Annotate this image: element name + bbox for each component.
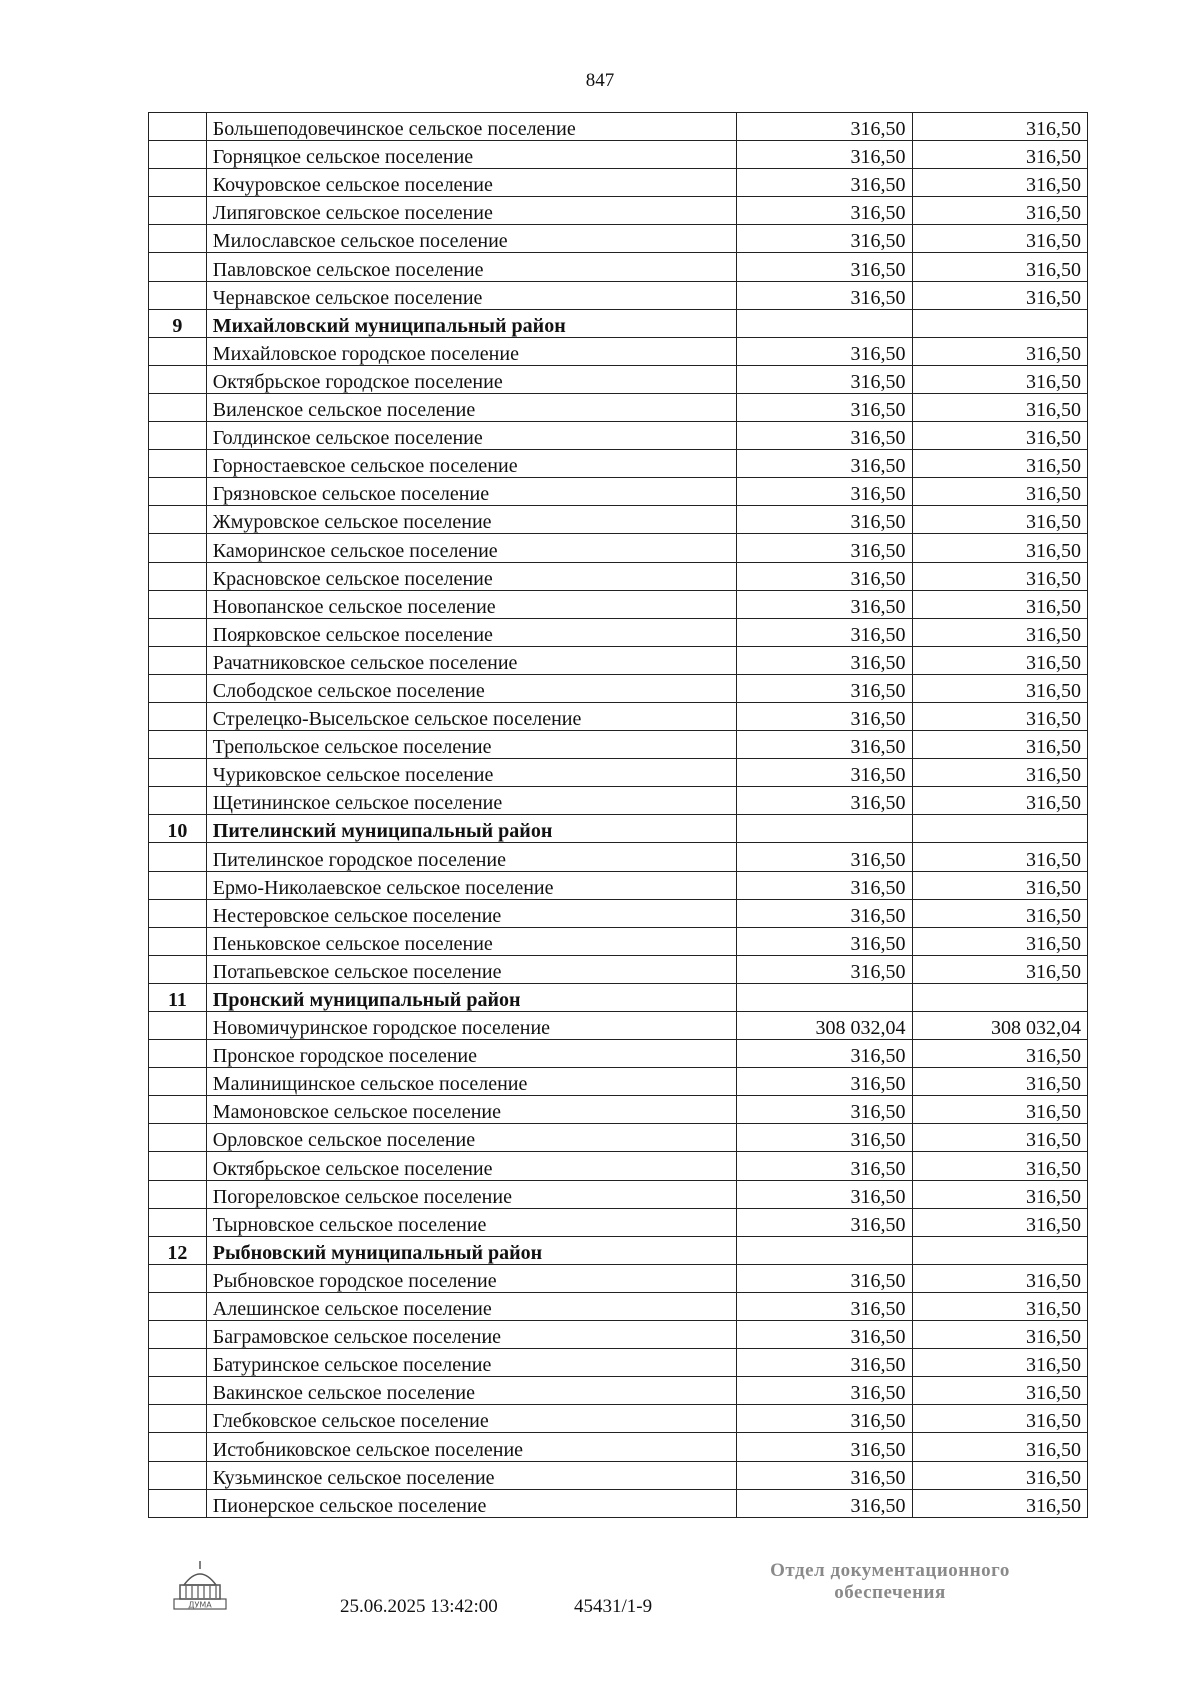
- settlement-name: Поярковское сельское поселение: [206, 618, 736, 646]
- row-number: [149, 113, 207, 141]
- row-number: [149, 843, 207, 871]
- amount-col-2: 316,50: [912, 253, 1087, 281]
- row-number: [149, 534, 207, 562]
- amount-col-2: 316,50: [912, 1180, 1087, 1208]
- row-number: [149, 169, 207, 197]
- amount-col-2: 316,50: [912, 534, 1087, 562]
- row-number: 9: [149, 309, 207, 337]
- row-number: [149, 1292, 207, 1320]
- amount-col-1: 316,50: [737, 702, 912, 730]
- amount-col-1: 316,50: [737, 113, 912, 141]
- district-row: [149, 983, 1088, 1011]
- amount-col-1: 316,50: [737, 365, 912, 393]
- settlement-name: Орловское сельское поселение: [206, 1124, 736, 1152]
- amount-col-2: 316,50: [912, 759, 1087, 787]
- amount-col-1: 316,50: [737, 1180, 912, 1208]
- settlement-name: Баграмовское сельское поселение: [206, 1321, 736, 1349]
- amount-col-2: [912, 1236, 1087, 1264]
- amount-col-2: 308 032,04: [912, 1012, 1087, 1040]
- amount-col-1: 316,50: [737, 674, 912, 702]
- amount-col-2: 316,50: [912, 674, 1087, 702]
- row-number: [149, 1405, 207, 1433]
- row-number: [149, 1208, 207, 1236]
- settlement-name: Пеньковское сельское поселение: [206, 927, 736, 955]
- row-number: 10: [149, 815, 207, 843]
- settlement-name: Тырновское сельское поселение: [206, 1208, 736, 1236]
- amount-col-2: [912, 309, 1087, 337]
- settlement-name: Стрелецко-Высельское сельское поселение: [206, 702, 736, 730]
- row-number: [149, 1124, 207, 1152]
- row-number: [149, 1377, 207, 1405]
- table-row: [149, 787, 1088, 815]
- amount-col-1: 316,50: [737, 393, 912, 421]
- settlement-name: Глебковское сельское поселение: [206, 1405, 736, 1433]
- settlement-name: Истобниковское сельское поселение: [206, 1433, 736, 1461]
- row-number: [149, 618, 207, 646]
- table-row: [149, 1377, 1088, 1405]
- table-row: [149, 281, 1088, 309]
- row-number: [149, 562, 207, 590]
- settlement-name: Нестеровское сельское поселение: [206, 899, 736, 927]
- page-number: 847: [585, 70, 615, 91]
- settlement-name: Алешинское сельское поселение: [206, 1292, 736, 1320]
- amount-col-1: 316,50: [737, 562, 912, 590]
- settlement-name: Октябрьское городское поселение: [206, 365, 736, 393]
- settlement-name: Липяговское сельское поселение: [206, 197, 736, 225]
- amount-col-2: [912, 815, 1087, 843]
- amount-col-2: 316,50: [912, 1405, 1087, 1433]
- row-number: [149, 365, 207, 393]
- district-row: [149, 1236, 1088, 1264]
- table-row: [149, 1321, 1088, 1349]
- settlement-name: Ермо-Николаевское сельское поселение: [206, 871, 736, 899]
- amount-col-2: 316,50: [912, 1124, 1087, 1152]
- row-number: [149, 646, 207, 674]
- settlement-name: Михайловский муниципальный район: [206, 309, 736, 337]
- table-row: [149, 702, 1088, 730]
- amount-col-1: 316,50: [737, 1096, 912, 1124]
- settlement-name: Грязновское сельское поселение: [206, 478, 736, 506]
- table-row: [149, 1040, 1088, 1068]
- row-number: 11: [149, 983, 207, 1011]
- settlement-name: Каморинское сельское поселение: [206, 534, 736, 562]
- row-number: [149, 702, 207, 730]
- amount-col-2: 316,50: [912, 731, 1087, 759]
- row-number: [149, 1489, 207, 1517]
- amount-col-2: 316,50: [912, 1489, 1087, 1517]
- amount-col-2: 316,50: [912, 422, 1087, 450]
- table-row: [149, 955, 1088, 983]
- table-row: [149, 506, 1088, 534]
- amount-col-1: 316,50: [737, 759, 912, 787]
- settlement-name: Павловское сельское поселение: [206, 253, 736, 281]
- amount-col-2: 316,50: [912, 871, 1087, 899]
- amount-col-1: 316,50: [737, 337, 912, 365]
- amount-col-2: 316,50: [912, 1264, 1087, 1292]
- amount-col-2: 316,50: [912, 1461, 1087, 1489]
- table-row: [149, 590, 1088, 618]
- stamp-line-2: обеспечения: [834, 1582, 946, 1603]
- table-row: [149, 927, 1088, 955]
- amount-col-1: 316,50: [737, 1377, 912, 1405]
- amount-col-1: [737, 983, 912, 1011]
- table-row: [149, 1208, 1088, 1236]
- settlement-name: Батуринское сельское поселение: [206, 1349, 736, 1377]
- amount-col-2: 316,50: [912, 646, 1087, 674]
- settlement-name: Красновское сельское поселение: [206, 562, 736, 590]
- amount-col-2: 316,50: [912, 787, 1087, 815]
- settlement-name: Пионерское сельское поселение: [206, 1489, 736, 1517]
- amount-col-1: 316,50: [737, 253, 912, 281]
- row-number: [149, 674, 207, 702]
- row-number: [149, 337, 207, 365]
- row-number: [149, 422, 207, 450]
- settlement-name: Пронское городское поселение: [206, 1040, 736, 1068]
- row-number: [149, 899, 207, 927]
- settlement-name: Чернавское сельское поселение: [206, 281, 736, 309]
- amount-col-2: 316,50: [912, 113, 1087, 141]
- amount-col-1: 316,50: [737, 871, 912, 899]
- settlement-name: Вакинское сельское поселение: [206, 1377, 736, 1405]
- table-row: [149, 674, 1088, 702]
- amount-col-1: 316,50: [737, 899, 912, 927]
- settlement-name: Рыбновское городское поселение: [206, 1264, 736, 1292]
- amount-col-1: 316,50: [737, 927, 912, 955]
- row-number: [149, 787, 207, 815]
- amount-col-2: 316,50: [912, 1292, 1087, 1320]
- amount-col-1: 316,50: [737, 506, 912, 534]
- row-number: 12: [149, 1236, 207, 1264]
- row-number: [149, 281, 207, 309]
- amount-col-2: 316,50: [912, 450, 1087, 478]
- table-row: [149, 450, 1088, 478]
- amount-col-1: 316,50: [737, 1461, 912, 1489]
- amount-col-1: 316,50: [737, 618, 912, 646]
- table-row: [149, 1292, 1088, 1320]
- amount-col-2: 316,50: [912, 562, 1087, 590]
- table-row: [149, 1068, 1088, 1096]
- district-row: [149, 815, 1088, 843]
- table-row: [149, 1012, 1088, 1040]
- amount-col-1: 316,50: [737, 422, 912, 450]
- settlement-name: Голдинское сельское поселение: [206, 422, 736, 450]
- settlement-name: Слободское сельское поселение: [206, 674, 736, 702]
- row-number: [149, 225, 207, 253]
- settlement-name: Пителинское городское поселение: [206, 843, 736, 871]
- settlement-name: Рыбновский муниципальный район: [206, 1236, 736, 1264]
- row-number: [149, 590, 207, 618]
- amount-col-1: 316,50: [737, 534, 912, 562]
- table-row: [149, 1405, 1088, 1433]
- amount-col-1: 316,50: [737, 1321, 912, 1349]
- settlement-name: Погореловское сельское поселение: [206, 1180, 736, 1208]
- table-row: [149, 1264, 1088, 1292]
- row-number: [149, 759, 207, 787]
- amount-col-2: 316,50: [912, 197, 1087, 225]
- amount-col-1: 316,50: [737, 1489, 912, 1517]
- amount-col-2: 316,50: [912, 225, 1087, 253]
- settlement-name: Малинищинское сельское поселение: [206, 1068, 736, 1096]
- row-number: [149, 197, 207, 225]
- amount-col-2: 316,50: [912, 141, 1087, 169]
- amount-col-1: [737, 309, 912, 337]
- table-row: [149, 1124, 1088, 1152]
- table-row: [149, 478, 1088, 506]
- row-number: [149, 927, 207, 955]
- amount-col-1: 316,50: [737, 955, 912, 983]
- row-number: [149, 450, 207, 478]
- amount-col-2: [912, 983, 1087, 1011]
- logo-text: ДУМА: [188, 1600, 212, 1610]
- amount-col-2: 316,50: [912, 281, 1087, 309]
- settlement-name: Жмуровское сельское поселение: [206, 506, 736, 534]
- settlement-name: Мамоновское сельское поселение: [206, 1096, 736, 1124]
- table-row: [149, 1096, 1088, 1124]
- table-row: [149, 1152, 1088, 1180]
- settlement-name: Потапьевское сельское поселение: [206, 955, 736, 983]
- budget-table: [148, 112, 1088, 1518]
- department-stamp: [740, 1560, 1040, 1604]
- settlement-name: Новомичуринское городское поселение: [206, 1012, 736, 1040]
- amount-col-1: 316,50: [737, 731, 912, 759]
- row-number: [149, 1068, 207, 1096]
- settlement-name: Трепольское сельское поселение: [206, 731, 736, 759]
- settlement-name: Большеподовечинское сельское поселение: [206, 113, 736, 141]
- amount-col-1: 316,50: [737, 590, 912, 618]
- amount-col-1: 316,50: [737, 1264, 912, 1292]
- amount-col-2: 316,50: [912, 590, 1087, 618]
- amount-col-1: 316,50: [737, 1208, 912, 1236]
- table-row: [149, 1489, 1088, 1517]
- table-row: [149, 113, 1088, 141]
- row-number: [149, 506, 207, 534]
- row-number: [149, 1264, 207, 1292]
- amount-col-1: 316,50: [737, 478, 912, 506]
- settlement-name: Милославское сельское поселение: [206, 225, 736, 253]
- amount-col-2: 316,50: [912, 1208, 1087, 1236]
- table-row: [149, 871, 1088, 899]
- amount-col-2: 316,50: [912, 365, 1087, 393]
- table-row: [149, 1349, 1088, 1377]
- amount-col-1: 308 032,04: [737, 1012, 912, 1040]
- amount-col-2: 316,50: [912, 1377, 1087, 1405]
- row-number: [149, 393, 207, 421]
- amount-col-2: 316,50: [912, 1040, 1087, 1068]
- table-row: [149, 534, 1088, 562]
- table-row: [149, 141, 1088, 169]
- amount-col-1: 316,50: [737, 787, 912, 815]
- amount-col-2: 316,50: [912, 1152, 1087, 1180]
- row-number: [149, 1321, 207, 1349]
- amount-col-2: 316,50: [912, 1068, 1087, 1096]
- district-row: [149, 309, 1088, 337]
- amount-col-1: 316,50: [737, 1433, 912, 1461]
- row-number: [149, 1012, 207, 1040]
- row-number: [149, 731, 207, 759]
- table-row: [149, 253, 1088, 281]
- settlement-name: Михайловское городское поселение: [206, 337, 736, 365]
- settlement-name: Кузьминское сельское поселение: [206, 1461, 736, 1489]
- amount-col-1: 316,50: [737, 169, 912, 197]
- amount-col-2: 316,50: [912, 618, 1087, 646]
- amount-col-2: 316,50: [912, 843, 1087, 871]
- table-row: [149, 422, 1088, 450]
- amount-col-1: [737, 1236, 912, 1264]
- table-row: [149, 1433, 1088, 1461]
- row-number: [149, 1433, 207, 1461]
- amount-col-1: 316,50: [737, 1292, 912, 1320]
- amount-col-1: 316,50: [737, 1152, 912, 1180]
- amount-col-2: 316,50: [912, 899, 1087, 927]
- amount-col-2: 316,50: [912, 478, 1087, 506]
- table-row: [149, 1461, 1088, 1489]
- table-row: [149, 731, 1088, 759]
- row-number: [149, 955, 207, 983]
- table-row: [149, 759, 1088, 787]
- settlement-name: Чуриковское сельское поселение: [206, 759, 736, 787]
- amount-col-1: 316,50: [737, 843, 912, 871]
- stamp-line-1: Отдел документационного: [770, 1560, 1010, 1581]
- amount-col-1: 316,50: [737, 281, 912, 309]
- table-body: [149, 113, 1088, 1518]
- amount-col-1: 316,50: [737, 1349, 912, 1377]
- table-row: [149, 646, 1088, 674]
- table-row: [149, 899, 1088, 927]
- table-row: [149, 562, 1088, 590]
- row-number: [149, 1349, 207, 1377]
- table-row: [149, 393, 1088, 421]
- settlement-name: Пителинский муниципальный район: [206, 815, 736, 843]
- row-number: [149, 1180, 207, 1208]
- duma-building-icon: [170, 1555, 230, 1615]
- amount-col-1: 316,50: [737, 646, 912, 674]
- amount-col-1: 316,50: [737, 1124, 912, 1152]
- amount-col-2: 316,50: [912, 169, 1087, 197]
- footer-datetime: 25.06.2025 13:42:00: [340, 1596, 498, 1617]
- table-row: [149, 337, 1088, 365]
- amount-col-1: 316,50: [737, 197, 912, 225]
- amount-col-1: 316,50: [737, 450, 912, 478]
- amount-col-2: 316,50: [912, 506, 1087, 534]
- amount-col-1: 316,50: [737, 1405, 912, 1433]
- row-number: [149, 141, 207, 169]
- table-row: [149, 169, 1088, 197]
- amount-col-2: 316,50: [912, 337, 1087, 365]
- settlement-name: Кочуровское сельское поселение: [206, 169, 736, 197]
- amount-col-2: 316,50: [912, 1321, 1087, 1349]
- table-row: [149, 843, 1088, 871]
- row-number: [149, 253, 207, 281]
- amount-col-2: 316,50: [912, 955, 1087, 983]
- settlement-name: Рачатниковское сельское поселение: [206, 646, 736, 674]
- amount-col-1: 316,50: [737, 141, 912, 169]
- settlement-name: Новопанское сельское поселение: [206, 590, 736, 618]
- row-number: [149, 478, 207, 506]
- settlement-name: Пронский муниципальный район: [206, 983, 736, 1011]
- settlement-name: Октябрьское сельское поселение: [206, 1152, 736, 1180]
- row-number: [149, 1152, 207, 1180]
- table-row: [149, 365, 1088, 393]
- settlement-name: Виленское сельское поселение: [206, 393, 736, 421]
- amount-col-2: 316,50: [912, 1349, 1087, 1377]
- row-number: [149, 1461, 207, 1489]
- amount-col-1: [737, 815, 912, 843]
- amount-col-2: 316,50: [912, 1433, 1087, 1461]
- amount-col-2: 316,50: [912, 393, 1087, 421]
- settlement-name: Щетининское сельское поселение: [206, 787, 736, 815]
- footer-doc-number: 45431/1-9: [574, 1596, 653, 1617]
- amount-col-2: 316,50: [912, 1096, 1087, 1124]
- amount-col-2: 316,50: [912, 927, 1087, 955]
- table-row: [149, 197, 1088, 225]
- amount-col-1: 316,50: [737, 1040, 912, 1068]
- row-number: [149, 871, 207, 899]
- row-number: [149, 1096, 207, 1124]
- amount-col-1: 316,50: [737, 225, 912, 253]
- table-row: [149, 1180, 1088, 1208]
- table-row: [149, 225, 1088, 253]
- row-number: [149, 1040, 207, 1068]
- settlement-name: Горняцкое сельское поселение: [206, 141, 736, 169]
- table-row: [149, 618, 1088, 646]
- amount-col-2: 316,50: [912, 702, 1087, 730]
- amount-col-1: 316,50: [737, 1068, 912, 1096]
- settlement-name: Горностаевское сельское поселение: [206, 450, 736, 478]
